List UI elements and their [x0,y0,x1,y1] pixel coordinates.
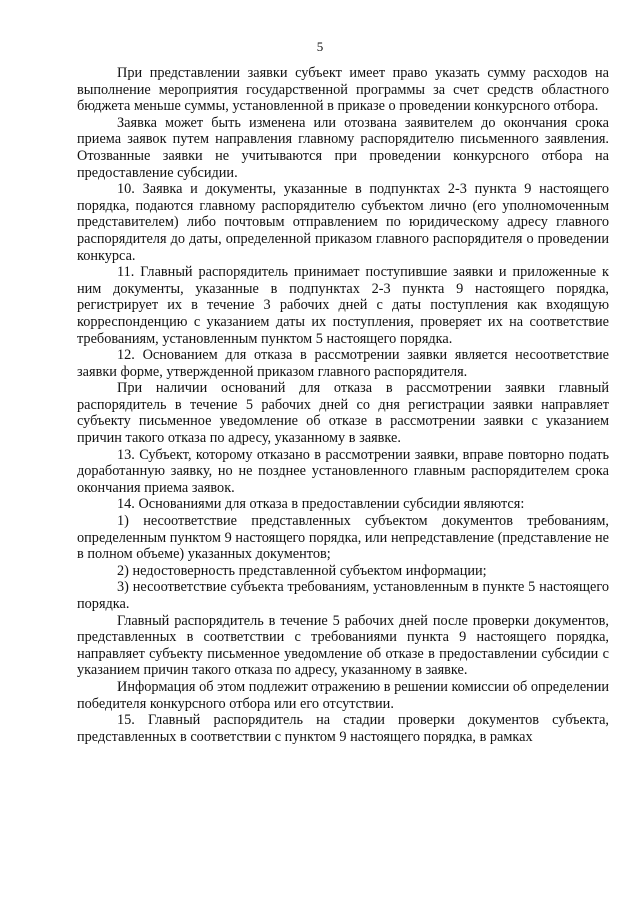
list-item-3: 3) несоответствие субъекта требованиям, установленным в пункте 5 настоящего порядка. [77,579,609,612]
document-body [77,65,609,745]
paragraph-claim-amount: При представлении заявки субъект имеет право указать сумму расходов на выполнение мероприятия государственной программы за счет средств областного бюджета меньше суммы, установленной в приказе о проведении конкурсного отбора. [77,65,609,115]
paragraph-14: 14. Основаниями для отказа в предоставлении субсидии являются: [117,496,525,513]
paragraph-11: 11. Главный распорядитель принимает поступившие заявки и приложенные к ним документы, указанные в подпунктах 2-3 пункта 9 настоящего порядка, регистрирует их в течение 3 рабочих дней с даты поступления как входящую корреспонденцию с указанием даты их поступления, проверяет их на соответствие требованиям, установленным пунктом 5 настоящего порядка. [77,264,609,347]
paragraph-12: 12. Основанием для отказа в рассмотрении заявки является несоответствие заявки форме, утвержденной приказом главного распорядителя. [77,347,609,380]
paragraph-13: 13. Субъект, которому отказано в рассмотрении заявки, вправе повторно подать доработанную заявку, но не позднее установленного главным распорядителем срока окончания приема заявок. [77,446,609,496]
paragraph-10: 10. Заявка и документы, указанные в подпунктах 2-3 пункта 9 настоящего порядка, подаются главному распорядителю субъектом лично (его уполномоченным представителем) либо почтовым отправлением по юридическому адресу главного распорядителя до даты, определенной приказом главного распорядителя о проведении конкурса. [77,181,609,264]
paragraph-commission-info: Информация об этом подлежит отражению в решении комиссии об определении победителя конкурсного отбора или его отсутствии. [77,678,609,712]
list-item-1: 1) несоответствие представленных субъектом документов требованиям, определенным пунктом 9 настоящего порядка, или непредставление (представление не в полном объеме) указанных документов; [77,513,609,563]
paragraph-withdrawal: Заявка может быть изменена или отозвана заявителем до окончания срока приема заявок путем направления главному распорядителю письменного заявления. Отозванные заявки не учитываются при проведении конкурсного отбора на предоставление субсидии. [77,114,609,181]
paragraph-subsidy-refusal: Главный распорядитель в течение 5 рабочих дней после проверки документов, представленных в соответствии с требованиями пункта 9 настоящего порядка, направляет субъекту письменное уведомление об отказе в предоставлении субсидии с указанием причин такого отказа по адресу, указанному в заявке. [77,612,609,679]
list-item-2: 2) недостоверность представленной субъектом информации; [117,562,487,579]
paragraph-refusal-notice: При наличии оснований для отказа в рассмотрении заявки главный распорядитель в течение 5 рабочих дней со дня регистрации заявки направляет субъекту письменное уведомление об отказе в рассмотрении заявки с указанием причин такого отказа по адресу, указанному в заявке. [77,380,609,447]
page-number: 5 [316,39,324,54]
paragraph-15: 15. Главный распорядитель на стадии проверки документов субъекта, представленных в соответствии с пунктом 9 настоящего порядка, в рамках [77,712,609,745]
